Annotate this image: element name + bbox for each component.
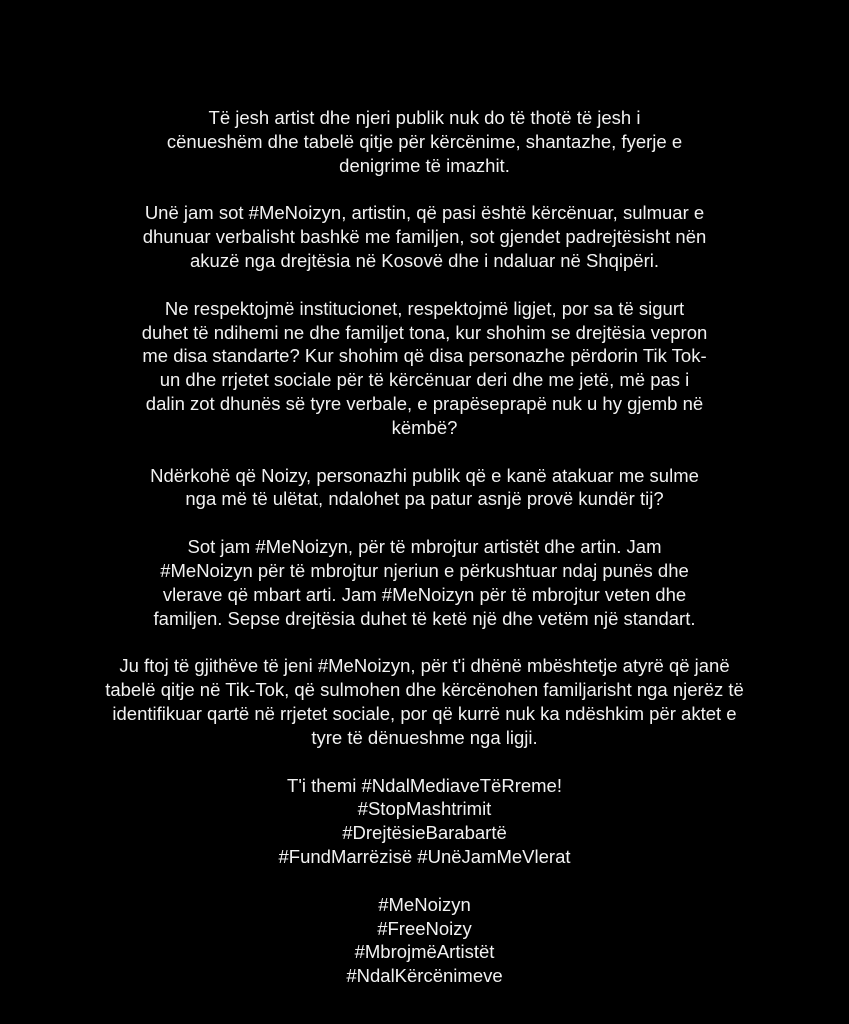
paragraph-intro: Të jesh artist dhe njeri publik nuk do të thotë të jesh i cënueshëm dhe tabelë qitje për kërcënime, shantazhe, fyerje e denigrime të imazhit.	[166, 107, 683, 176]
hashtag-line: #MbrojmëArtistët	[354, 941, 495, 963]
paragraph-menoizyn: Unë jam sot #MeNoizyn, artistin, që pasi është kërcënuar, sulmuar e dhunuar verbalisht bashkë me familjen, sot gjendet padrejtësisht nën akuzë nga drejtësia në Kosovë dhe i ndaluar në Shqipëri.	[142, 202, 707, 271]
hashtag-line: #DrejtësieBarabartë	[342, 822, 507, 844]
paragraph-institutions: Ne respektojmë institucionet, respektojmë ligjet, por sa të sigurt duhet të ndihemi ne dhe familjet tona, kur shohim se drejtësia vepron me disa standarte? Kur shohim që disa personazhe përdorin Tik Tok-un dhe rrjetet sociale për të kërcënuar deri dhe me jetë, më pas i dalin zot dhunës së tyre verbale, e prapëseprapë nuk u hy gjemb në këmbë?	[141, 297, 708, 438]
hashtag-line: #FreeNoizy	[377, 917, 472, 939]
statement-text	[0, 106, 849, 1012]
paragraph-noizy-arrest: Ndërkohë që Noizy, personazhi publik që e kanë atakuar me sulme nga më të ulëtat, ndalohet pa patur asnjë provë kundër tij?	[150, 464, 699, 510]
hashtag-group-1	[0, 774, 849, 869]
hashtag-line: T'i themi #NdalMediaveTëRreme!	[287, 774, 562, 796]
hashtag-line: #StopMashtrimit	[357, 798, 492, 820]
paragraph-protect-artists: Sot jam #MeNoizyn, për të mbrojtur artistët dhe artin. Jam #MeNoizyn për të mbrojtur njeriun e përkushtuar ndaj punës dhe vlerave që mbart arti. Jam #MeNoizyn për të mbrojtur veten dhe familjen. Sepse drejtësia duhet të ketë një dhe vetëm një standart.	[153, 536, 696, 629]
hashtag-group-2	[0, 893, 849, 988]
paragraph-call-to-action: Ju ftoj të gjithëve të jeni #MeNoizyn, për t'i dhënë mbështetje atyrë që janë tabelë qitje në Tik-Tok, që sulmohen dhe kërcënohen familjarisht nga njerëz të identifikuar qartë në rrjetet sociale, por që kurrë nuk ka ndëshkim për aktet e tyre të dënueshme nga ligji.	[105, 655, 744, 748]
hashtag-line: #FundMarrëzisë #UnëJamMeVlerat	[278, 845, 571, 867]
hashtag-line: #MeNoizyn	[378, 893, 471, 915]
hashtag-line: #NdalKërcënimeve	[346, 965, 503, 987]
